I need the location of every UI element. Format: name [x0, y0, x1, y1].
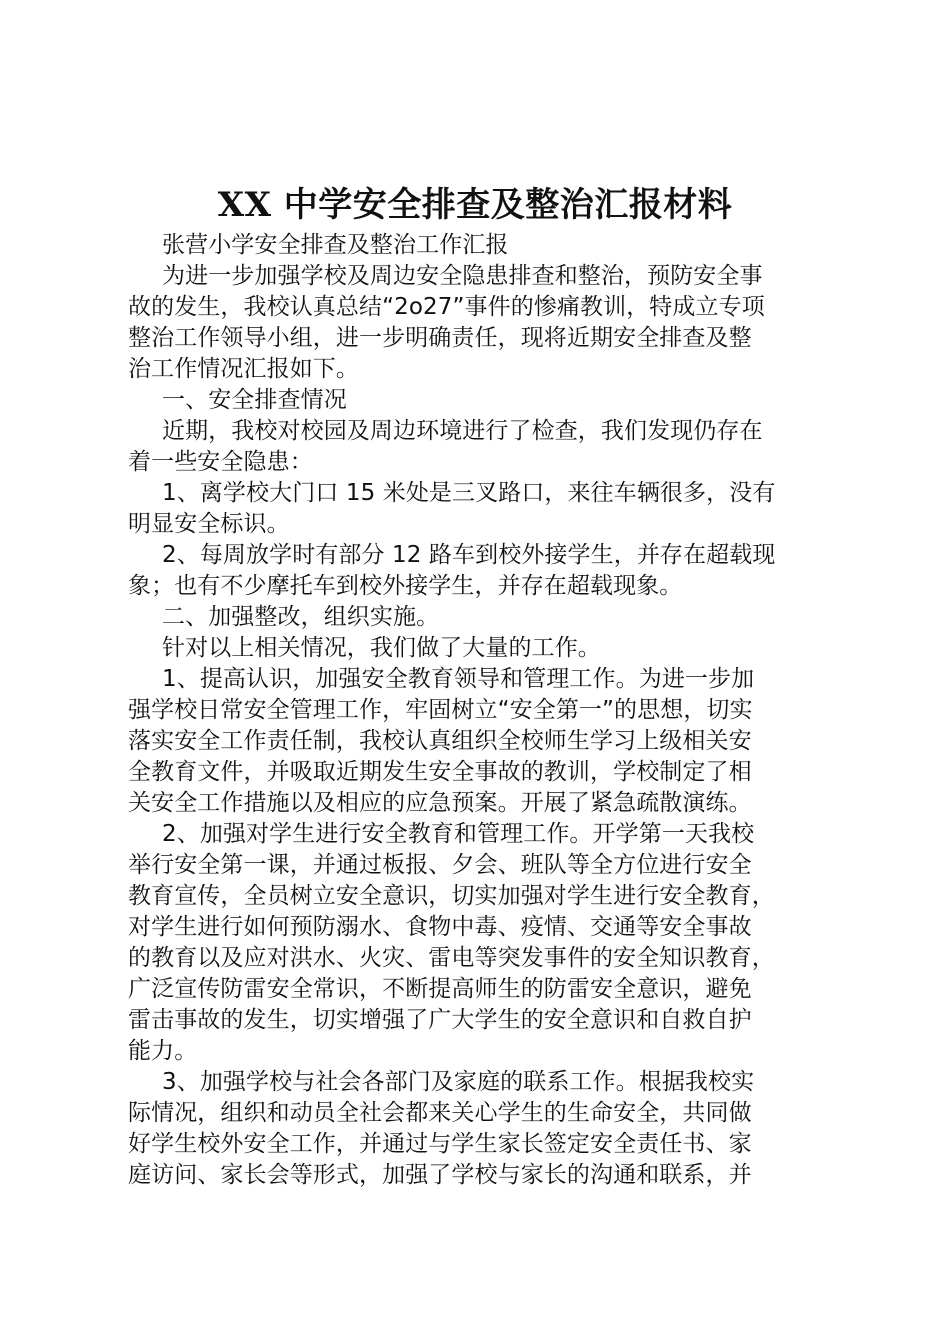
paragraph-line: 着一些安全隐患： [128, 449, 313, 475]
paragraph-line: 关安全工作措施以及相应的应急预案。开展了紧急疏散演练。 [128, 790, 752, 816]
paragraph-line: 举行安全第一课，并通过板报、夕会、班队等全方位进行安全 [128, 852, 752, 878]
paragraph-line: 强学校日常安全管理工作，牢固树立“安全第一”的思想，切实 [128, 697, 753, 723]
paragraph-line: 际情况，组织和动员全社会都来关心学生的生命安全，共同做 [128, 1100, 752, 1126]
document-body [128, 230, 848, 1191]
paragraph-line: 近期，我校对校园及周边环境进行了检查，我们发现仍存在 [162, 418, 763, 444]
title-text: 中学安全排查及整治汇报材料 [283, 185, 733, 225]
paragraph-line: 对学生进行如何预防溺水、食物中毒、疫情、交通等安全事故 [128, 914, 752, 940]
paragraph-line: 1、提高认识，加强安全教育领导和管理工作。为进一步加 [162, 666, 755, 692]
subtitle-line: 张营小学安全排查及整治工作汇报 [162, 232, 509, 258]
paragraph-line: 2、加强对学生进行安全教育和管理工作。开学第一天我校 [162, 821, 755, 847]
paragraph-line: 雷击事故的发生，切实增强了广大学生的安全意识和自救自护 [128, 1007, 752, 1033]
paragraph-line: 整治工作领导小组，进一步明确责任，现将近期安全排查及整 [128, 325, 752, 351]
paragraph-line: 故的发生，我校认真总结“2o27”事件的惨痛教训，特成立专项 [128, 294, 765, 320]
paragraph-line: 庭访问、家长会等形式，加强了学校与家长的沟通和联系，并 [128, 1162, 752, 1188]
section-heading: 二、加强整改，组织实施。 [162, 604, 440, 630]
paragraph-line: 的教育以及应对洪水、火灾、雷电等突发事件的安全知识教育， [128, 945, 775, 971]
paragraph-line: 2、每周放学时有部分 12 路车到校外接学生，并存在超载现 [162, 542, 776, 568]
title-prefix: XX [217, 185, 272, 225]
paragraph-line: 明显安全标识。 [128, 511, 290, 537]
paragraph-line: 能力。 [128, 1038, 198, 1064]
paragraph-line: 广泛宣传防雷安全常识，不断提高师生的防雷安全意识，避免 [128, 976, 752, 1002]
paragraph-line: 3、加强学校与社会各部门及家庭的联系工作。根据我校实 [162, 1069, 755, 1095]
paragraph-line: 教育宣传，全员树立安全意识，切实加强对学生进行安全教育， [128, 883, 775, 909]
paragraph-line: 治工作情况汇报如下。 [128, 356, 359, 382]
paragraph-line: 象；也有不少摩托车到校外接学生，并存在超载现象。 [128, 573, 683, 599]
section-heading: 一、安全排查情况 [162, 387, 347, 413]
paragraph-line: 针对以上相关情况，我们做了大量的工作。 [162, 635, 601, 661]
paragraph-line: 全教育文件，并吸取近期发生安全事故的教训，学校制定了相 [128, 759, 752, 785]
paragraph-line: 好学生校外安全工作，并通过与学生家长签定安全责任书、家 [128, 1131, 752, 1157]
paragraph-line: 为进一步加强学校及周边安全隐患排查和整治，预防安全事 [162, 263, 763, 289]
document-title [0, 181, 950, 229]
paragraph-line: 1、离学校大门口 15 米处是三叉路口，来往车辆很多，没有 [162, 480, 776, 506]
paragraph-line: 落实安全工作责任制，我校认真组织全校师生学习上级相关安 [128, 728, 752, 754]
